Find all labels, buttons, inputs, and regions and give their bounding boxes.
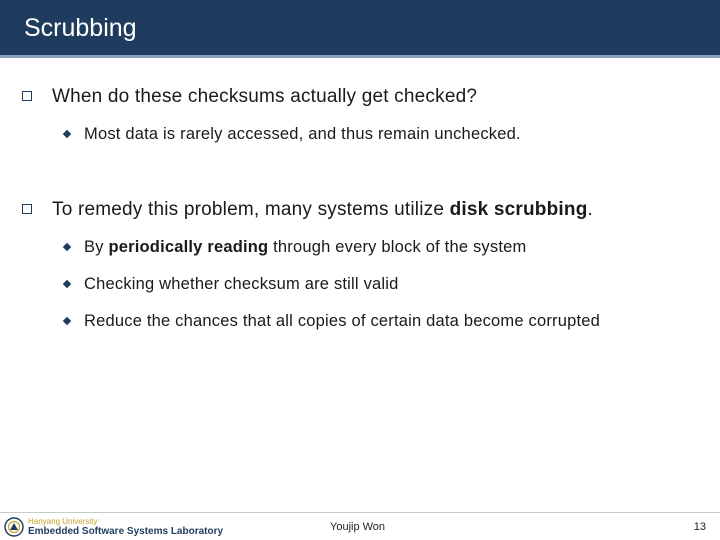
bullet-1-sub-1 [84,123,521,145]
title-divider [0,55,720,58]
diamond-icon [63,243,71,251]
bullet-1-sub-1-text: Most data is rarely accessed, and thus remain unchecked. [84,125,521,143]
page-number: 13 [693,521,706,533]
bullet-2-text-post: . [587,199,593,220]
bullet-2-sub-2 [84,273,399,295]
bullet-1-text: When do these checksums actually get checked? [52,86,478,107]
bullet-2-text-bold: disk scrubbing [449,199,588,220]
footer-author: Youjip Won [330,521,386,533]
bullet-2-sub-3-text: Reduce the chances that all copies of certain data become corrupted [84,312,601,330]
bullet-2-sub-1-bold: periodically reading [108,238,269,256]
bullet-2-sub-1-pre: By [84,238,109,256]
bullet-2-sub-3 [84,310,600,332]
bullet-2 [52,198,593,222]
university-name: Hanyang University [28,517,98,526]
diamond-icon [63,130,71,138]
bullet-2-sub-2-text: Checking whether checksum are still valid [84,275,399,293]
footer-divider [0,512,720,513]
diamond-icon [63,317,71,325]
university-emblem-icon [4,517,24,537]
bullet-2-sub-1-post: through every block of the system [268,238,527,256]
lab-name: Embedded Software Systems Laboratory [28,526,224,537]
hollow-square-icon [22,204,32,214]
bullet-2-sub-1 [84,236,526,258]
hollow-square-icon [22,91,32,101]
bullet-1 [52,85,477,109]
slide-title: Scrubbing [24,14,137,42]
title-bar [0,0,720,55]
diamond-icon [63,280,71,288]
bullet-2-text-pre: To remedy this problem, many systems utilize [52,199,450,220]
